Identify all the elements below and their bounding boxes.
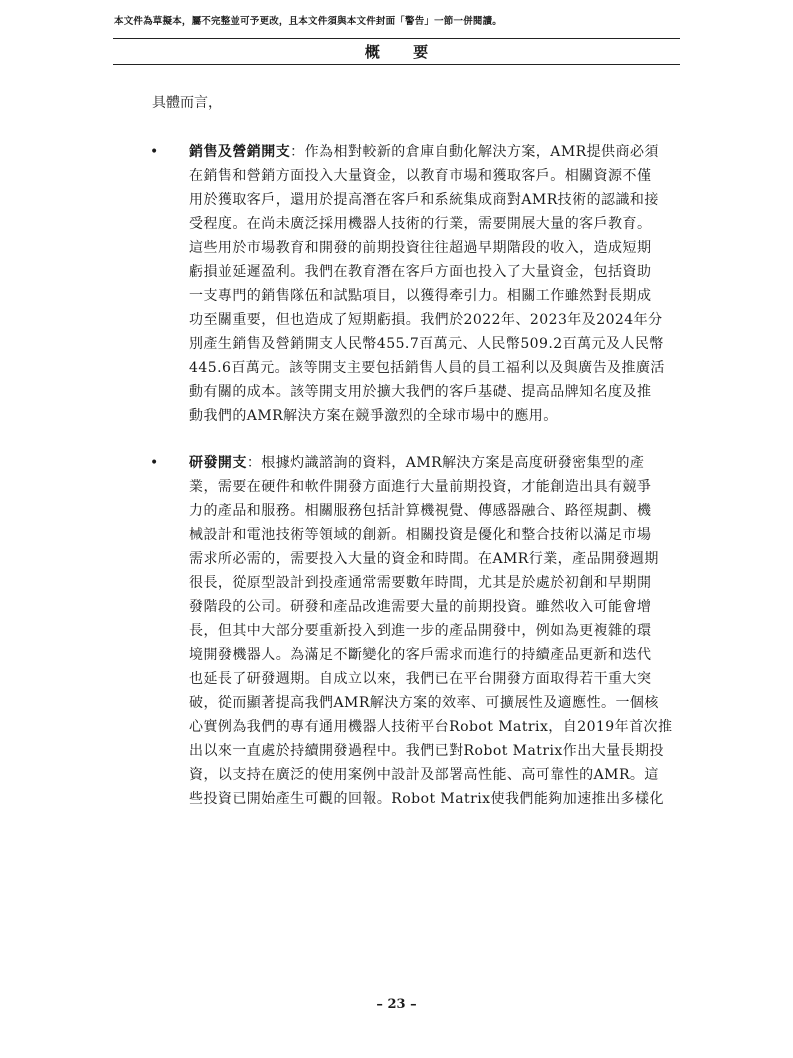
paragraph-line: 些投資已開始產生可觀的回報。Robot Matrix使我們能夠加速推出多樣化	[189, 791, 664, 807]
paragraph-line-text: ：作為相對較新的倉庫自動化解決方案，AMR提供商必須	[290, 144, 659, 160]
page-title: 概 要	[364, 43, 443, 61]
paragraph-line	[189, 451, 681, 475]
paragraph-lead: 銷售及營銷開支	[189, 144, 291, 160]
page-number: – 23 –	[376, 997, 417, 1012]
bullet-marker: •	[150, 455, 159, 471]
paragraph-line: 在銷售和營銷方面投入大量資金，以教育市場和獲取客戶。相關資源不僅	[189, 168, 652, 184]
paragraph-sales-marketing	[189, 140, 681, 428]
draft-disclaimer: 本文件為草擬本，屬不完整並可予更改，且本文件須與本文件封面「警告」一節一併閱讀。	[114, 16, 503, 27]
header-top-rule	[113, 38, 680, 39]
paragraph-line-text: ：根據灼識諮詢的資料，AMR解決方案是高度研發密集型的產	[246, 455, 645, 471]
paragraph-lead: 研發開支	[189, 455, 247, 471]
paragraph-line: 長，但其中大部分要重新投入到進一步的產品開發中，例如為更複雜的環	[189, 623, 652, 639]
paragraph-line: 資，以支持在廣泛的使用案例中設計及部署高性能、高可靠性的AMR。這	[189, 767, 659, 783]
paragraph-line: 業，需要在硬件和軟件開發方面進行大量前期投資，才能創造出具有競爭	[189, 479, 652, 495]
paragraph-line: 動我們的AMR解決方案在競爭激烈的全球市場中的應用。	[189, 408, 558, 424]
intro-text: 具體而言，	[152, 95, 222, 111]
paragraph-line: 用於獲取客戶，還用於提高潛在客戶和系統集成商對AMR技術的認識和接	[189, 192, 659, 208]
paragraph-line: 出以來一直處於持續開發過程中。我們已對Robot Matrix作出大量長期投	[189, 743, 664, 759]
paragraph-line: 發階段的公司。研發和產品改進需要大量的前期投資。雖然收入可能會增	[189, 599, 652, 615]
paragraph-line: 445.6百萬元。該等開支主要包括銷售人員的員工福利以及與廣告及推廣活	[189, 360, 665, 376]
paragraph-line: 需求所必需的，需要投入大量的資金和時間。在AMR行業，產品開發週期	[189, 551, 659, 567]
paragraph-line: 境開發機器人。為滿足不斷變化的客戶需求而進行的持續產品更新和迭代	[189, 647, 652, 663]
paragraph-line: 受程度。在尚未廣泛採用機器人技術的行業，需要開展大量的客戶教育。	[189, 216, 652, 232]
paragraph-research-development	[189, 451, 681, 811]
paragraph-line: 動有關的成本。該等開支用於擴大我們的客戶基礎、提高品牌知名度及推	[189, 384, 652, 400]
paragraph-line: 功至關重要，但也造成了短期虧損。我們於2022年、2023年及2024年分	[189, 312, 663, 328]
paragraph-line: 也延長了研發週期。自成立以來，我們已在平台開發方面取得若干重大突	[189, 671, 652, 687]
paragraph-line: 械設計和電池技術等領域的創新。相關投資是優化和整合技術以滿足市場	[189, 527, 652, 543]
paragraph-line	[189, 140, 681, 164]
paragraph-line: 虧損並延遲盈利。我們在教育潛在客戶方面也投入了大量資金，包括資助	[189, 264, 652, 280]
paragraph-line: 這些用於市場教育和開發的前期投資往往超過早期階段的收入，造成短期	[189, 240, 652, 256]
header-bottom-rule	[113, 64, 680, 65]
paragraph-line: 心實例為我們的專有通用機器人技術平台Robot Matrix，自2019年首次推	[189, 719, 673, 735]
paragraph-line: 力的產品和服務。相關服務包括計算機視覺、傳感器融合、路徑規劃、機	[189, 503, 652, 519]
paragraph-line: 破，從而顯著提高我們AMR解決方案的效率、可擴展性及適應性。一個核	[189, 695, 659, 711]
paragraph-line: 一支專門的銷售隊伍和試點項目，以獲得牽引力。相關工作雖然對長期成	[189, 288, 652, 304]
paragraph-line: 別產生銷售及營銷開支人民幣455.7百萬元、人民幣509.2百萬元及人民幣	[189, 336, 664, 352]
paragraph-line: 很長，從原型設計到投產通常需要數年時間，尤其是於處於初創和早期開	[189, 575, 652, 591]
bullet-marker: •	[150, 144, 159, 160]
